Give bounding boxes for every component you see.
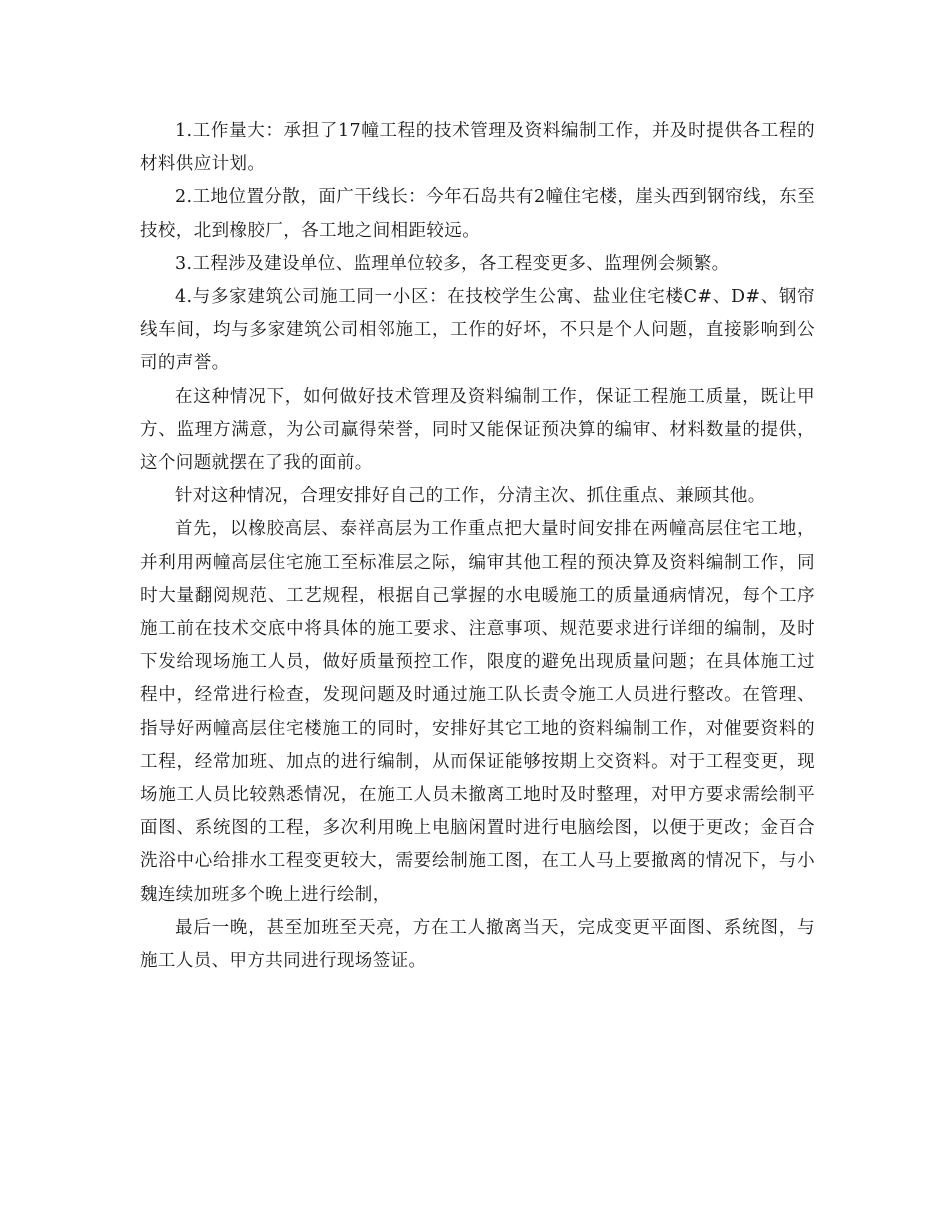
paragraph-first-steps: 首先，以橡胶高层、泰祥高层为工作重点把大量时间安排在两幢高层住宅工地，并利用两幢高层住宅施工至标准层之际，编审其他工程的预决算及资料编制工作，同时大量翻阅规范、工艺规程，根据自己掌握的水电暖施工的质量通病情况，每个工序施工前在技术交底中将具体的施工要求、注意事项、规范要求进行详细的编制，及时下发给现场施工人员，做好质量预控工作，限度的避免出现质量问题；在具体施工过程中，经常进行检查，发现问题及时通过施工队长责令施工人员进行整改。在管理、指导好两幢高层住宅楼施工的同时，安排好其它工地的资料编制工作，对催要资料的工程，经常加班、加点的进行编制，从而保证能够按期上交资料。对于工程变更，现场施工人员比较熟悉情况，在施工人员未撤离工地时及时整理，对甲方要求需绘制平面图、系统图的工程，多次利用晚上电脑闲置时进行电脑绘图，以便于更改；金百合洗浴中心给排水工程变更较大，需要绘制施工图，在工人马上要撤离的情况下，与小魏连续加班多个晚上进行绘制， bbox=[140, 519, 815, 905]
paragraph-many-units: 3.工程涉及建设单位、监理单位较多，各工程变更多、监理例会频繁。 bbox=[175, 253, 730, 274]
paragraph-challenge: 在这种情况下，如何做好技术管理及资料编制工作，保证工程施工质量，既让甲方、监理方满意，为公司赢得荣誉，同时又能保证预决算的编审、材料数量的提供，这个问题就摆在了我的面前。 bbox=[140, 386, 815, 474]
paragraph-workload: 1.工作量大：承担了17幢工程的技术管理及资料编制工作，并及时提供各工程的材料供应计划。 bbox=[140, 121, 815, 175]
paragraph-approach: 针对这种情况，合理安排好自己的工作，分清主次、抓住重点、兼顾其他。 bbox=[175, 486, 766, 507]
paragraph-final-night: 最后一晚，甚至加班至天亮，方在工人撤离当天，完成变更平面图、系统图，与施工人员、甲方共同进行现场签证。 bbox=[140, 917, 815, 972]
document-body bbox=[140, 115, 815, 978]
paragraph-shared-sites: 4.与多家建筑公司施工同一小区：在技校学生公寓、盐业住宅楼C#、D#、钢帘线车间，均与多家建筑公司相邻施工，工作的好坏，不只是个人问题，直接影响到公司的声誉。 bbox=[140, 287, 815, 374]
paragraph-site-locations: 2.工地位置分散，面广干线长：今年石岛共有2幢住宅楼，崖头西到钢帘线，东至技校，北到橡胶厂，各工地之间相距较远。 bbox=[140, 187, 815, 241]
